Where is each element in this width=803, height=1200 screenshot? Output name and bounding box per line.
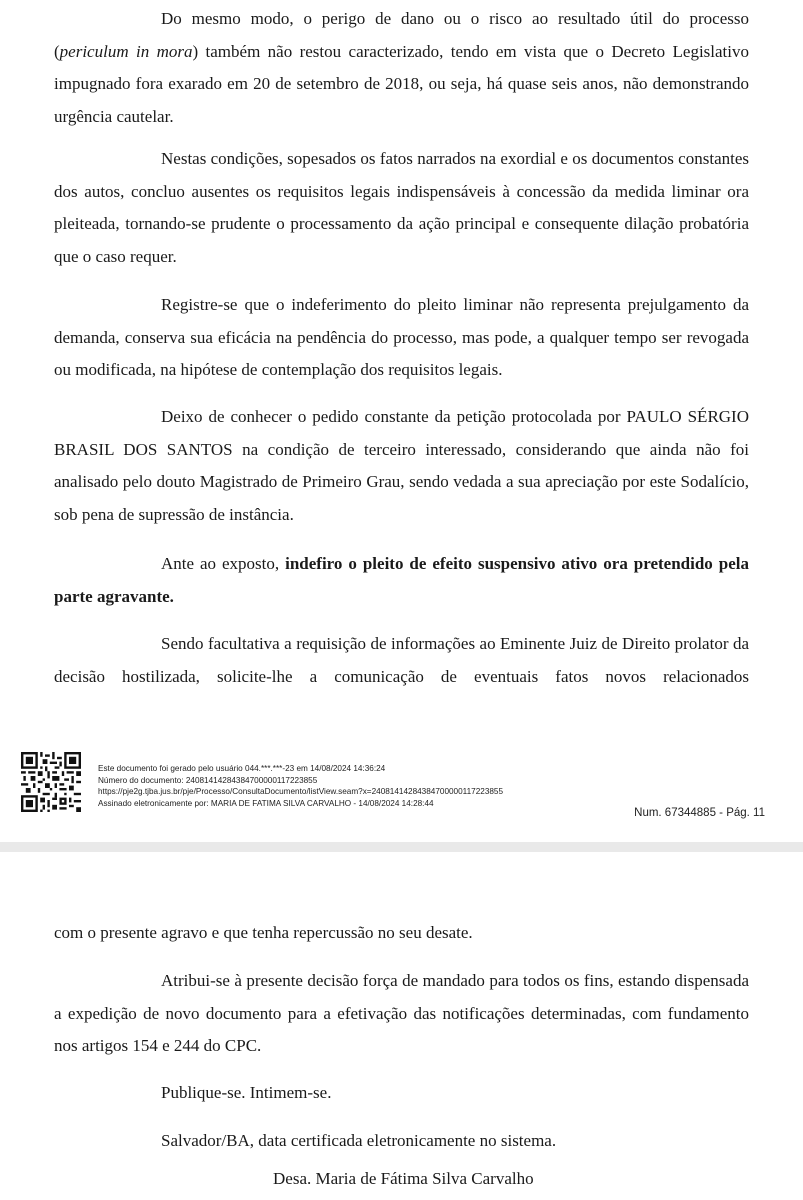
footer-document-number: Número do documento: 24081414284384700000117223855 <box>98 775 318 785</box>
paragraph-periculum <box>54 3 749 133</box>
paragraph-informacoes: Sendo facultativa a requisição de informações ao Eminente Juiz de Direito prolator da decisão hostilizada, solicite-lhe a comunicação de eventuais fatos novos relacionados <box>54 634 749 686</box>
paragraph-mandado: Atribui-se à presente decisão força de mandado para todos os fins, estando dispensada a expedição de novo documento para a efetivação das notificações determinadas, com fundamento nos artigos 154 e 244 do CPC. <box>54 971 749 1055</box>
footer-url: https://pje2g.tjba.jus.br/pje/Processo/ConsultaDocumento/listView.seam?x=24081414284384700000117223855 <box>98 787 504 797</box>
document-page-2 <box>0 852 803 1200</box>
latin-term: periculum in mora <box>59 41 193 61</box>
footer-generated-by: Este documento foi gerado pelo usuário 044.***.***-23 em 14/08/2024 14:36:24 <box>98 764 386 773</box>
paragraph-deixo: Deixo de conhecer o pedido constante da petição protocolada por PAULO SÉRGIO BRASIL DOS SANTOS na condição de terceiro interessado, considerando que ainda não foi analisado pelo douto Magistrado de Primeiro Grau, sendo vedada a sua apreciação por este Sodalício, sob pena de supressão de instância. <box>54 407 749 524</box>
paragraph-decision <box>54 548 749 613</box>
qr-code-icon <box>21 752 81 812</box>
paragraph-text: Do mesmo modo, o perigo de dano ou o risco ao resultado útil do processo ( <box>54 9 749 61</box>
paragraph-continuation: com o presente agravo e que tenha repercussão no seu desate. <box>54 923 473 942</box>
paragraph-text: Ante ao exposto, <box>161 554 286 573</box>
paragraph-conditions: Nestas condições, sopesados os fatos narrados na exordial e os documentos constantes dos autos, concluo ausentes os requisitos legais indispensáveis à concessão da medida liminar ora pleiteada, tornando-se prudente o processamento da ação principal e consequente dilação probatória que o caso requer. <box>54 149 749 266</box>
footer-signed-by: Assinado eletronicamente por: MARIA DE FATIMA SILVA CARVALHO - 14/08/2024 14:28:44 <box>98 798 434 808</box>
paragraph-registre: Registre-se que o indeferimento do pleito liminar não representa prejulgamento da demanda, conserva sua eficácia na pendência do processo, mas pode, a qualquer tempo ser revogada ou modificada, na hipótese de contemplação dos requisitos legais. <box>54 295 749 379</box>
document-footer <box>98 763 503 809</box>
paragraph-location-date: Salvador/BA, data certificada eletronicamente no sistema. <box>161 1131 557 1150</box>
paragraph-text: ) também não restou caracterizado, tendo em vista que o Decreto Legislativo impugnado fora exarado em 20 de setembro de 2018, ou seja, há quase seis anos, não demonstrando urgência cautelar. <box>54 41 749 126</box>
signature-name: Desa. Maria de Fátima Silva Carvalho <box>273 1169 534 1188</box>
paragraph-publique: Publique-se. Intimem-se. <box>161 1083 332 1102</box>
decision-bold: indefiro o pleito de efeito suspensivo ativo ora pretendido pela parte agravante. <box>54 554 749 606</box>
page-number: Num. 67344885 - Pág. 11 <box>634 807 765 819</box>
